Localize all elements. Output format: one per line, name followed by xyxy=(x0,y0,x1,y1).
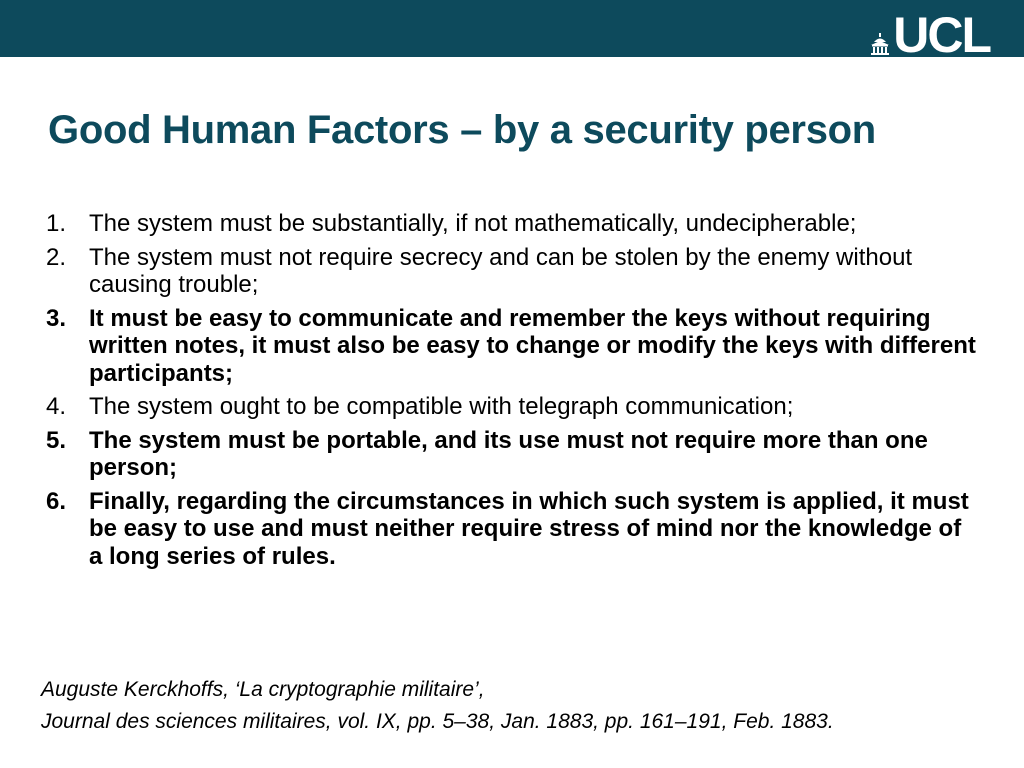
list-item-number: 4. xyxy=(46,393,67,420)
list-item xyxy=(46,210,976,238)
list-item-number: 3. xyxy=(46,304,67,332)
principles-list xyxy=(46,210,976,576)
list-item-number: 5. xyxy=(46,426,67,454)
slide-title: Good Human Factors – by a security person xyxy=(48,108,876,152)
ucl-portico-icon xyxy=(871,33,889,55)
header-bar xyxy=(0,0,1024,63)
list-item xyxy=(46,393,976,421)
list-item-text: The system must not require secrecy and can be stolen by the enemy without causing trouble; xyxy=(89,243,913,298)
list-item xyxy=(46,488,976,571)
ucl-logo xyxy=(871,7,990,63)
citation-line-1: Auguste Kerckhoffs, ‘La cryptographie militaire’, xyxy=(41,678,485,701)
list-item-number: 6. xyxy=(46,487,67,515)
list-item-number: 1. xyxy=(46,210,67,237)
citation-line-2: Journal des sciences militaires, vol. IX, pp. 5–38, Jan. 1883, pp. 161–191, Feb. 1883. xyxy=(41,710,834,733)
list-item xyxy=(46,427,976,482)
list-item-text: The system ought to be compatible with telegraph communication; xyxy=(89,393,794,420)
list-item xyxy=(46,305,976,388)
list-item xyxy=(46,244,976,299)
list-item-text: The system must be portable, and its use must not require more than one person; xyxy=(89,426,928,481)
list-item-number: 2. xyxy=(46,243,67,271)
list-item-text: It must be easy to communicate and remember the keys without requiring written notes, it must also be easy to change or modify the keys with different participants; xyxy=(89,304,976,387)
logo-text: UCL xyxy=(893,7,990,63)
list-item-text: Finally, regarding the circumstances in which such system is applied, it must be easy to use and must neither require stress of mind nor the knowledge of a long series of rules. xyxy=(89,487,969,570)
citation xyxy=(41,674,1021,738)
list-item-text: The system must be substantially, if not mathematically, undecipherable; xyxy=(89,210,857,237)
